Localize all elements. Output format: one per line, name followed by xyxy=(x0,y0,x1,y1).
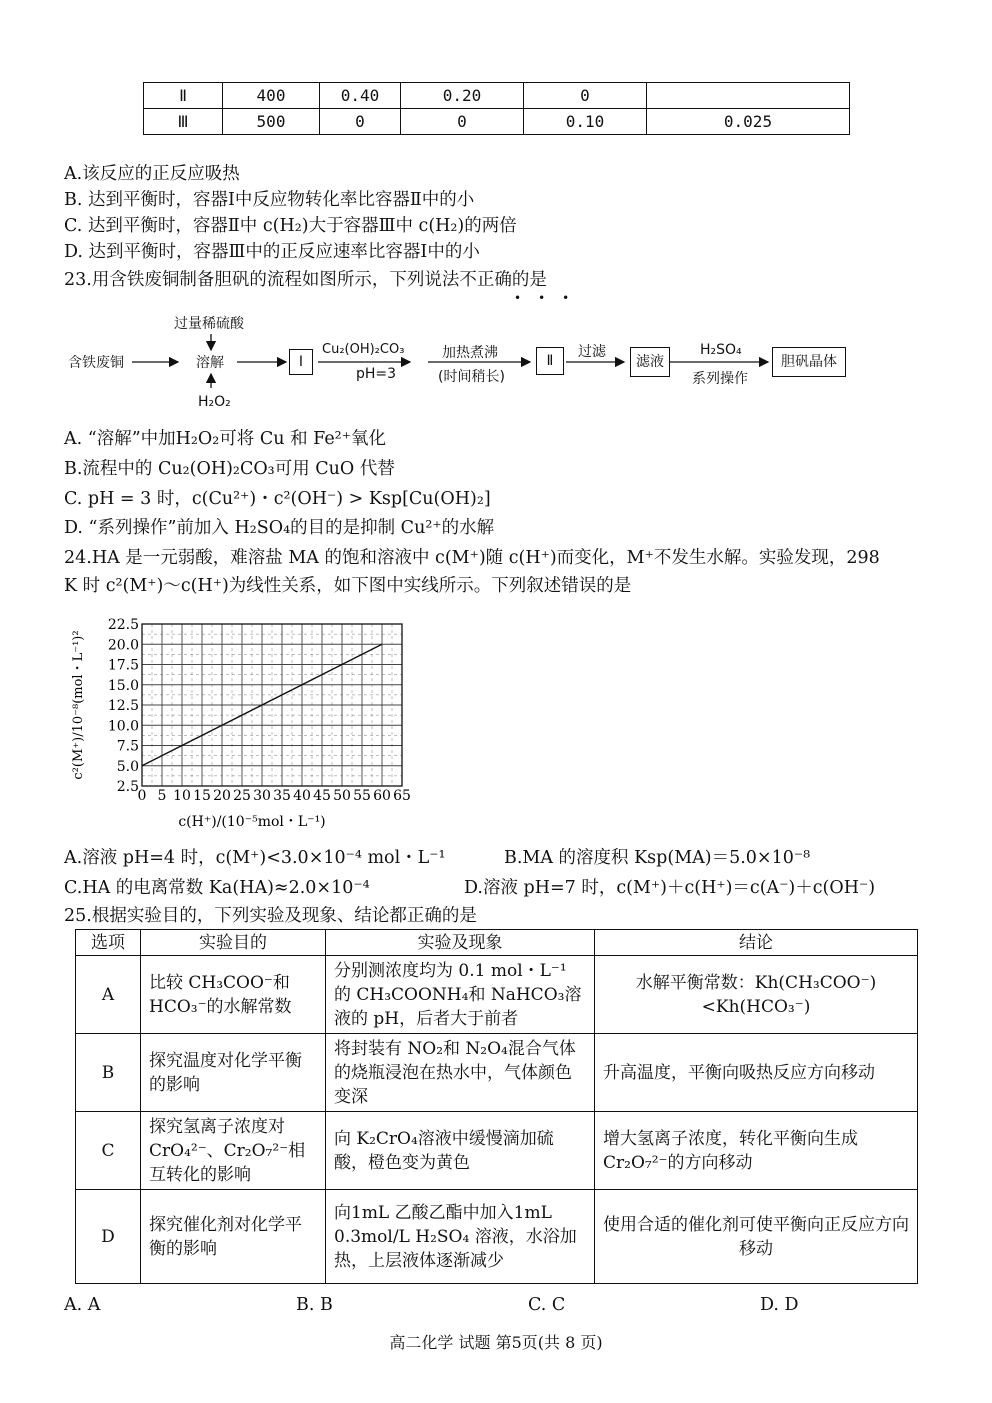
table-row: B 探究温度对化学平衡的影响 将封装有 NO₂和 N₂O₄混合气体的烧瓶浸泡在热水中，气体颜色变深 升高温度，平衡向吸热反应方向移动 xyxy=(76,1034,918,1112)
flow-step4-bottom: 系列操作 xyxy=(692,371,748,387)
q24-stem-1: 24.HA 是一元弱酸，难溶盐 MA 的饱和溶液中 c(M⁺)随 c(H⁺)而变化，M⁺不发生水解。实验发现，298 xyxy=(64,548,880,568)
header-conclusion: 结论 xyxy=(595,930,918,956)
y-tick-label: 17.5 xyxy=(107,657,139,674)
flow-box-2: Ⅱ xyxy=(536,347,564,375)
x-tick-label: 40 xyxy=(293,788,311,804)
q24-option-d: D.溶液 pH=7 时，c(M⁺)＋c(H⁺)＝c(A⁻)＋c(OH⁻) xyxy=(464,878,876,898)
header-purpose: 实验目的 xyxy=(141,930,326,956)
q25-stem: 25.根据实验目的，下列实验及现象、结论都正确的是 xyxy=(64,906,477,926)
experiment-table xyxy=(75,929,918,1284)
y-tick-label: 2.5 xyxy=(116,779,139,795)
flow-step2-bottom: (时间稍长) xyxy=(438,369,505,385)
q23-option-a: A. “溶解”中加H₂O₂可将 Cu 和 Fe²⁺氧化 xyxy=(64,429,386,449)
q22-option-b: B. 达到平衡时，容器Ⅰ中反应物转化率比容器Ⅱ中的小 xyxy=(64,190,475,210)
x-tick-label: 45 xyxy=(313,788,331,804)
table-row: D 探究催化剂对化学平衡的影响 向1mL 乙酸乙酯中加入1mL 0.3mol/L H₂SO₄ 溶液，水浴加热，上层液体逐渐减少 使用合适的催化剂可使平衡向正反应方向移动 xyxy=(76,1190,918,1284)
q22-option-c: C. 达到平衡时，容器Ⅱ中 c(H₂)大于容器Ⅲ中 c(H₂)的两倍 xyxy=(64,216,517,236)
table-row: A 比较 CH₃COO⁻和 HCO₃⁻的水解常数 分别测浓度均为 0.1 mol・L⁻¹ 的 CH₃COONH₄和 NaHCO₃溶液的 pH，后者大于前者 水解平衡常数：Kh(CH₃COO⁻)<Kh(HCO₃⁻) xyxy=(76,956,918,1034)
x-tick-label: 30 xyxy=(253,788,271,804)
q25-option-c: C. C xyxy=(528,1295,566,1315)
flow-start: 含铁废铜 xyxy=(68,355,124,371)
flow-step4-top: H₂SO₄ xyxy=(700,342,742,358)
x-tick-label: 60 xyxy=(373,788,391,804)
q23-stem: 23.用含铁废铜制备胆矾的流程如图所示，下列说法不正确的是 xyxy=(64,270,547,290)
header-option: 选项 xyxy=(76,930,141,956)
q24-stem-2: K 时 c²(M⁺)～c(H⁺)为线性关系，如下图中实线所示。下列叙述错误的是 xyxy=(64,576,632,596)
x-tick-label: 20 xyxy=(213,788,231,804)
flow-box-3: 滤液 xyxy=(630,347,670,377)
q22-option-d: D. 达到平衡时，容器Ⅲ中的正反应速率比容器Ⅰ中的小 xyxy=(64,242,480,262)
flow-step3-top: 过滤 xyxy=(578,344,606,360)
y-tick-label: 15.0 xyxy=(107,677,139,694)
q24-option-a: A.溶液 pH=4 时，c(M⁺)<3.0×10⁻⁴ mol・L⁻¹ xyxy=(64,848,446,868)
q24-option-b: B.MA 的溶度积 Ksp(MA)＝5.0×10⁻⁸ xyxy=(504,848,811,868)
flow-box-1: Ⅰ xyxy=(289,349,313,375)
y-tick-label: 10.0 xyxy=(107,718,139,735)
flow-reagent-bottom: H₂O₂ xyxy=(198,394,231,410)
q25-option-a: A. A xyxy=(64,1295,101,1315)
y-tick-label: 20.0 xyxy=(107,637,139,654)
x-tick-label: 5 xyxy=(157,788,167,804)
header-experiment: 实验及现象 xyxy=(326,930,595,956)
q23-option-c: C. pH = 3 时，c(Cu²⁺)・c²(OH⁻) > Ksp[Cu(OH)₂] xyxy=(64,489,491,509)
x-axis-label: c(H⁺)/(10⁻⁵mol・L⁻¹) xyxy=(178,814,326,830)
y-tick-label: 5.0 xyxy=(116,758,139,775)
emphasis-dots: ••• xyxy=(514,291,587,305)
flow-step2-top: 加热煮沸 xyxy=(442,345,498,361)
x-tick-label: 50 xyxy=(333,788,351,804)
table-row: Ⅱ 400 0.40 0.20 0 xyxy=(144,83,850,109)
y-tick-label: 12.5 xyxy=(107,698,139,714)
flow-dissolve: 溶解 xyxy=(196,352,224,372)
flow-step1-top: Cu₂(OH)₂CO₃ xyxy=(322,342,405,357)
flow-diagram xyxy=(60,306,860,416)
q24-option-c: C.HA 的电离常数 Ka(HA)≈2.0×10⁻⁴ xyxy=(64,878,370,898)
table-row: Ⅲ 500 0 0 0.10 0.025 xyxy=(144,109,850,135)
q23-option-b: B.流程中的 Cu₂(OH)₂CO₃可用 CuO 代替 xyxy=(64,459,395,479)
q25-option-b: B. B xyxy=(296,1295,333,1315)
x-tick-label: 10 xyxy=(173,788,191,804)
table-header-row xyxy=(76,930,918,956)
flow-reagent-top: 过量稀硫酸 xyxy=(174,316,244,332)
data-table-top xyxy=(143,82,850,135)
x-tick-label: 0 xyxy=(137,788,147,804)
x-tick-label: 65 xyxy=(393,788,411,804)
x-tick-label: 55 xyxy=(353,788,371,804)
q25-option-d: D. D xyxy=(760,1295,799,1315)
x-tick-label: 25 xyxy=(233,788,251,804)
flow-end: 胆矾晶体 xyxy=(772,347,846,377)
y-tick-label: 7.5 xyxy=(116,738,139,755)
flow-step1-bottom: pH=3 xyxy=(356,366,397,382)
table-row: C 探究氢离子浓度对 CrO₄²⁻、Cr₂O₇²⁻相互转化的影响 向 K₂CrO₄溶液中缓慢滴加硫酸，橙色变为黄色 增大氢离子浓度，转化平衡向生成 Cr₂O₇²⁻的方向移动 xyxy=(76,1112,918,1190)
q22-option-a: A.该反应的正反应吸热 xyxy=(64,164,240,184)
y-tick-label: 22.5 xyxy=(107,617,139,633)
q23-option-d: D. “系列操作”前加入 H₂SO₄的目的是抑制 Cu²⁺的水解 xyxy=(64,518,495,538)
page-footer: 高二化学 试题 第5页(共 8 页) xyxy=(389,1333,603,1352)
x-tick-label: 35 xyxy=(273,788,291,804)
x-tick-label: 15 xyxy=(193,788,211,804)
line-chart xyxy=(60,610,420,835)
y-axis-label: c²(M⁺)/10⁻⁸(mol・L⁻¹)² xyxy=(71,630,86,780)
